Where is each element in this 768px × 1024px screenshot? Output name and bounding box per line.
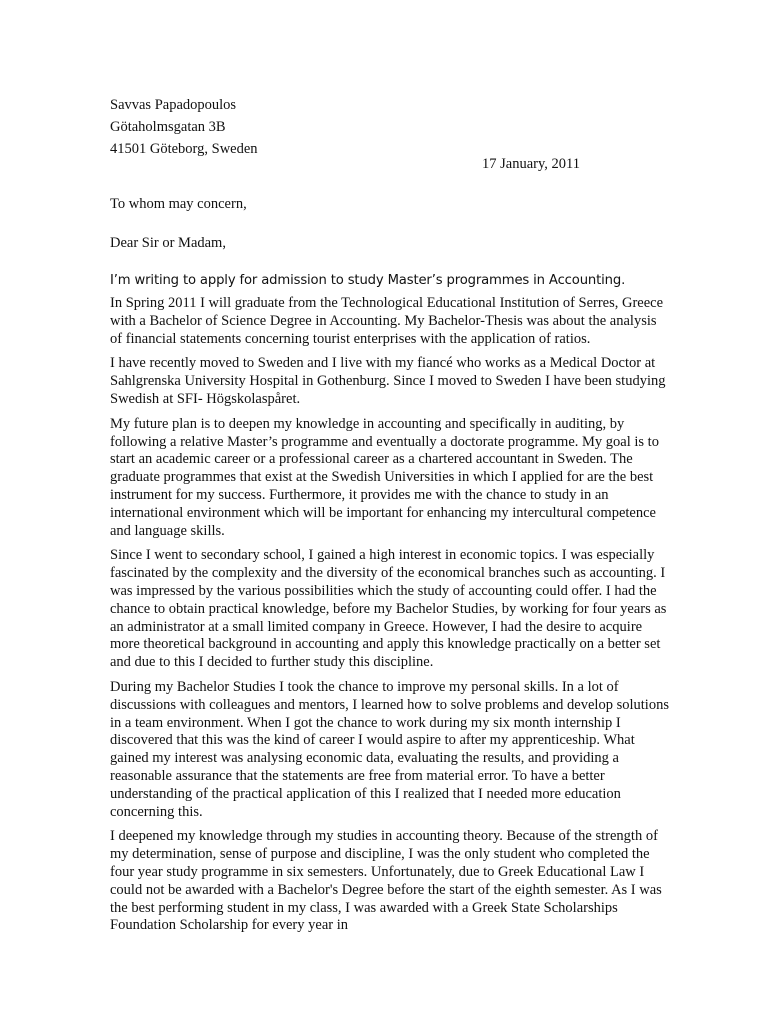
greeting-salutation: Dear Sir or Madam, [110,235,226,251]
paragraph: Since I went to secondary school, I gained a high interest in economic topics. I was especially fascinated by the complexity and the diversity of the economical branches such as accounting. I was impressed by the various possibilities which the study of accounting could offer. I had the chance to obtain practical knowledge, before my Bachelor Studies, by working for four years as an administrator at a small limited company in Greece. However, I had the desire to acquire more theoretical background in accounting and apply this knowledge practically on a better set and due to this I decided to further study this discipline. [110,547,667,671]
paragraph: In Spring 2011 I will graduate from the Technological Educational Institution of Serres, Greece with a Bachelor of Science Degree in Accounting. My Bachelor-Thesis was about the analysis of financial statements concerning tourist enterprises with the application of ratios. [110,295,664,347]
paragraph: During my Bachelor Studies I took the chance to improve my personal skills. In a lot of discussions with colleagues and mentors, I learned how to solve problems and develop solutions in a team environment. When I got the chance to work during my six month internship I discovered that this was the kind of career I would aspire to after my apprenticeship. What gained my interest was analysing economic data, evaluating the results, and providing a reasonable assurance that the statements are free from material error. To have a better understanding of the practical application of this I realized that I needed more education concerning this. [110,678,669,820]
letter-date: 17 January, 2011 [482,156,580,172]
greeting-concern: To whom may concern, [110,196,247,212]
sender-name: Savvas Papadopoulos [110,97,237,113]
paragraph: I deepened my knowledge through my studies in accounting theory. Because of the strength of my determination, sense of purpose and discipline, I was the only student who completed the four year study programme in six semesters. Unfortunately, due to Greek Educational Law I could not be awarded with a Bachelor's Degree before the start of the eighth semester. As I was the best performing student in my class, I was awarded with a Greek State Scholarships Foundation Scholarship for every year in [110,828,662,934]
sender-street: Götaholmsgatan 3B [110,119,226,135]
sender-city: 41501 Göteborg, Sweden [110,141,258,157]
paragraph: My future plan is to deepen my knowledge in accounting and specifically in auditing, by following a relative Master’s programme and eventually a doctorate programme. My goal is to start an academic career or a professional career as a chartered accountant in Sweden. The graduate programmes that exist at the Swedish Universities in which I applied for are the best instrument for my success. Furthermore, it provides me with the chance to study in an international environment which will be important for enhancing my intercultural competence and language skills. [110,415,659,539]
letter-body [110,295,670,942]
paragraph: I have recently moved to Sweden and I live with my fiancé who works as a Medical Doctor at Sahlgrenska University Hospital in Gothenburg. Since I moved to Sweden I have been studying Swedish at SFI- Högskolaspåret. [110,355,666,407]
sender-address [110,94,258,160]
intro-sentence: I’m writing to apply for admission to study Master’s programmes in Accounting. [110,273,626,288]
